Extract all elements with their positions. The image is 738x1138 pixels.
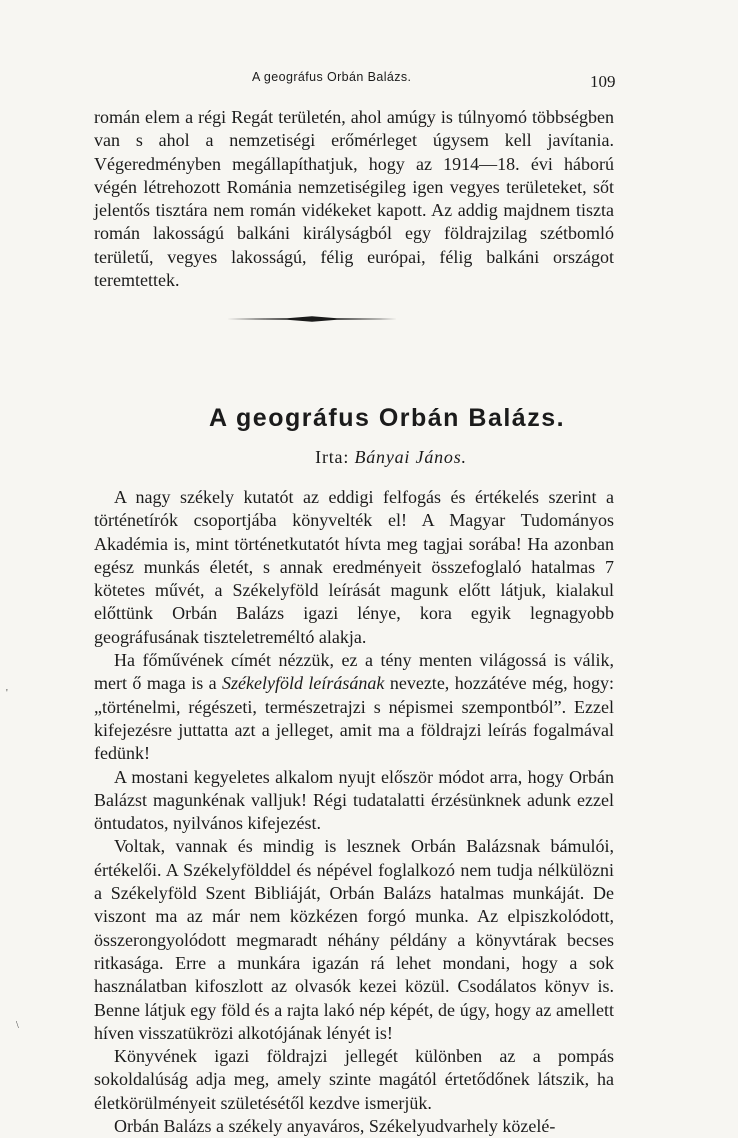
paragraph-1: A nagy székely kutatót az eddigi felfogás és értékelés szerint a történetírók csoportjába könyvelték el! A Magyar Tudományos Akadémia is, mint történetkutatót hívta meg tagjai sorába! Ha azonban egész munkás életét, s annak eredményeit összefoglaló hatalmas 7 kötetes művét, a Székelyföld leírását magunk előtt látjuk, kialakul előttünk Orbán Balázs igazi lénye, kora egyik legnagyobb geográfusának tiszteletreméltó alakja.: [94, 487, 614, 647]
byline-prefix: Irta:: [315, 447, 350, 467]
intro-section: [94, 106, 614, 292]
section-divider-rule: [227, 315, 397, 323]
paragraph-2-italic: Székelyföld leírásának: [222, 673, 385, 694]
article-title: A geográfus Orbán Balázs.: [208, 404, 566, 432]
paragraph-5: Könyvének igazi földrajzi jellegét különben az a pompás sokoldalúság adja meg, amely szinte magától értetődőnek látszik, ha életkörülményeit születésétől kezdve ismerjük.: [94, 1046, 614, 1113]
byline-author: Bányai János.: [354, 447, 467, 467]
paragraph-6: Orbán Balázs a székely anyaváros, Székelyudvarhely közelé-: [114, 1116, 556, 1137]
byline: [0, 447, 738, 468]
paragraph-2-end: nevezte, hozzátéve még, hogy: „történelmi, régészeti, természetrajzi s népismei szempontból”. Ezzel kifejezésre juttatta azt a jelleget, amit ma a földrajzi leírás fogalmával fedünk!: [94, 673, 614, 764]
paragraph-3: A mostani kegyeletes alkalom nyujt először módot arra, hogy Orbán Balázst magunkénak valljuk! Régi tudatalatti érzésünknek adunk ezzel öntudatos, nyilvános kifejezést.: [94, 766, 614, 834]
margin-speck: ': [6, 688, 8, 699]
paragraph-4: Voltak, vannak és mindig is lesznek Orbán Balázsnak bámulói, értékelői. A Székelyfölddel és népével foglalkozó nem tudja nélkülözni a Székelyföld Szent Bibliáját, Orbán Balázs hatalmas munkáját. De viszont ma az már nem közkézen forgó munka. Az elpiszkolódott, összerongyolódott megmaradt néhány példány a könyvtárak becses ritkasága. Erre a munkára igazán rá lehet mondani, hogy a sok használatban kifoszlott az olvasók kezei közül. Csodálatos könyv is. Benne látjuk egy föld és a rajta lakó nép képét, de úgy, hogy az amellett híven visszatükrözi alkotójának lényét is!: [94, 836, 614, 1043]
page-number: 109: [590, 72, 616, 91]
running-header: [0, 70, 738, 92]
paragraph-2: [94, 649, 614, 765]
intro-paragraph: román elem a régi Regát területén, ahol amúgy is túlnyomó többségben van s ahol a nemzetiségi erőmérleget úgysem kell javítania. Végeredményben megállapíthatjuk, hogy az 1914—18. évi háború végén létrehozott Románia nemzetiségileg igen vegyes területeket, sőt jelentős tisztára nem román vidékeket kapott. Az addig majdnem tiszta román lakosságú balkáni királyságból egy földrajzilag szétbomló területű, vegyes lakosságú, félig európai, félig balkáni országot teremtettek.: [94, 107, 614, 291]
paragraph-2-start: Ha főművének címét nézzük, ez a tény menten világossá is válik, mert ő maga is a: [94, 650, 614, 694]
article-body: [94, 486, 614, 1138]
margin-speck: \: [16, 1020, 19, 1031]
running-title: A geográfus Orbán Balázs.: [252, 70, 412, 84]
